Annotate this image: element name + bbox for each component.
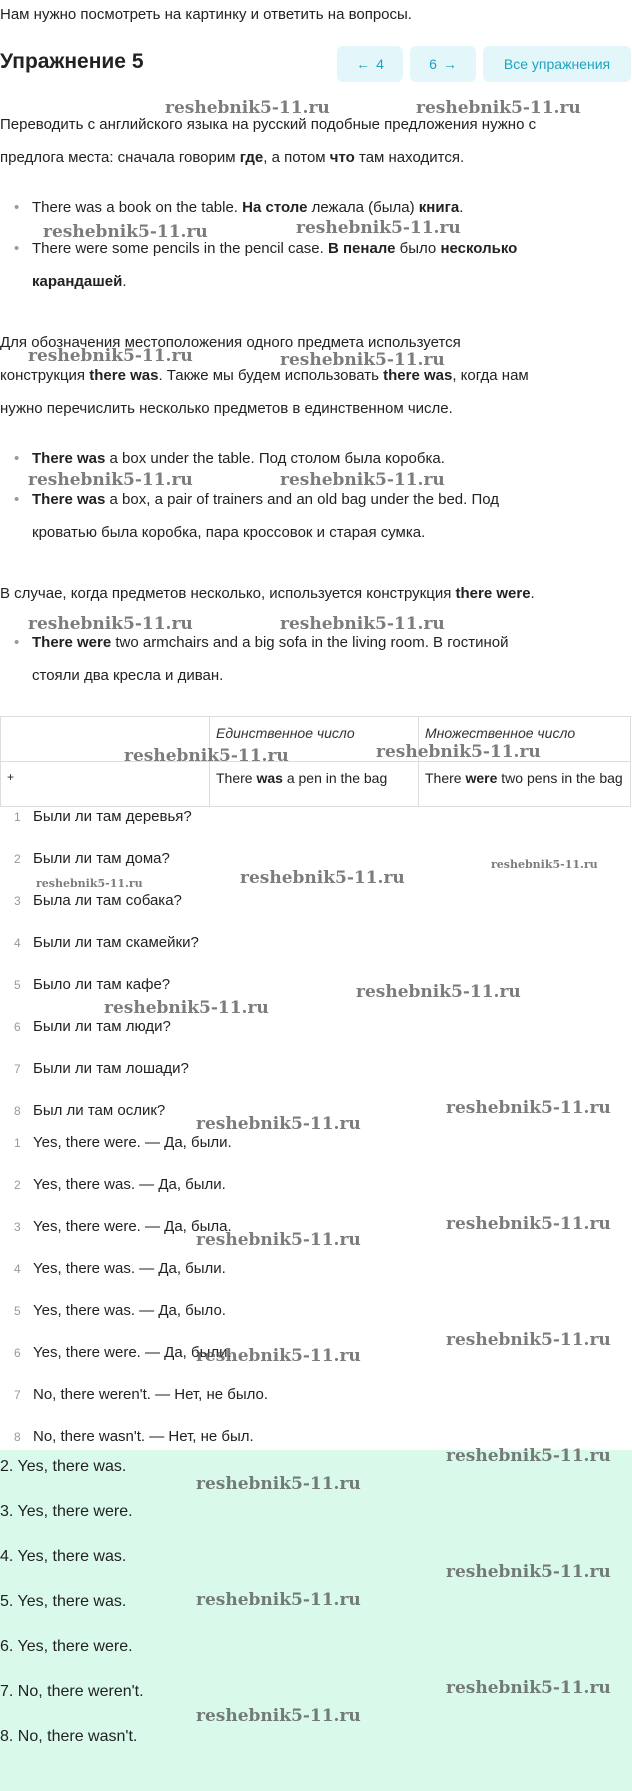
watermark: reshebnik5-11.ru (280, 614, 445, 634)
watermark: reshebnik5-11.ru (240, 868, 405, 888)
watermark: reshebnik5-11.ru (165, 98, 330, 118)
answer-line: 4. Yes, there was. (0, 1548, 127, 1565)
table-header-cell: Единственное число (210, 717, 419, 762)
answer-line: 2. Yes, there was. (0, 1458, 127, 1475)
watermark: reshebnik5-11.ru (280, 350, 445, 370)
next-exercise-label: 6 (429, 56, 437, 72)
watermark: reshebnik5-11.ru (28, 470, 193, 490)
page-title: Упражнение 5 (0, 50, 144, 73)
watermark: reshebnik5-11.ru (356, 982, 521, 1002)
table-cell: There was a pen in the bag (210, 762, 419, 807)
watermark: reshebnik5-11.ru (196, 1346, 361, 1366)
all-exercises-label: Все упражнения (503, 56, 611, 72)
watermark: reshebnik5-11.ru (104, 998, 269, 1018)
theory-paragraph-3: В случае, когда предметов несколько, используется конструкция there were. (0, 585, 535, 602)
list-item: • There was a box under the table. Под столом была коробка. (14, 442, 614, 475)
watermark: reshebnik5-11.ru (124, 746, 289, 766)
prev-exercise-label: 4 (376, 56, 384, 72)
bullet-icon: • (14, 240, 20, 257)
watermark: reshebnik5-11.ru (416, 98, 581, 118)
watermark: reshebnik5-11.ru (196, 1590, 361, 1610)
watermark: reshebnik5-11.ru (446, 1678, 611, 1698)
watermark: reshebnik5-11.ru (446, 1214, 611, 1234)
list-item: • There was a box, a pair of trainers and an old bag under the bed. Под кроватью была коробка, пара кроссовок и старая сумка. (14, 483, 614, 549)
all-exercises-button[interactable] (483, 46, 631, 82)
bullet-icon: • (14, 450, 20, 467)
intro-text: Нам нужно посмотреть на картинку и ответить на вопросы. (0, 6, 412, 23)
watermark: reshebnik5-11.ru (196, 1114, 361, 1134)
list-item: • There were two armchairs and a big sofa in the living room. В гостиной стояли два кресла и диван. (14, 626, 614, 692)
table-row (1, 762, 631, 807)
prev-exercise-button[interactable] (337, 46, 403, 82)
answer-line: 8. No, there wasn't. (0, 1728, 138, 1745)
watermark: reshebnik5-11.ru (376, 742, 541, 762)
bullet-icon: • (14, 199, 20, 216)
bullet-icon: • (14, 491, 20, 508)
watermark: reshebnik5-11.ru (28, 614, 193, 634)
arrow-left-icon: ← (356, 56, 371, 72)
arrow-right-icon: → (442, 56, 457, 72)
answer-line: 7. No, there weren't. (0, 1683, 144, 1700)
watermark: reshebnik5-11.ru (196, 1706, 361, 1726)
watermark: reshebnik5-11.ru (28, 346, 193, 366)
watermark: reshebnik5-11.ru (36, 877, 143, 890)
watermark: reshebnik5-11.ru (491, 858, 598, 871)
theory-paragraph-2: Для обозначения местоположения одного предмета используется конструкция there was. Также мы будем использовать there was, когда нам нужно перечислить несколько предметов в единственном числе. (0, 334, 529, 417)
watermark: reshebnik5-11.ru (446, 1446, 611, 1466)
answer-line: 3. Yes, there were. (0, 1503, 133, 1520)
answer-line: 5. Yes, there was. (0, 1593, 127, 1610)
answer-line: 6. Yes, there were. (0, 1638, 133, 1655)
watermark: reshebnik5-11.ru (196, 1230, 361, 1250)
theory-paragraph-1: Переводить с английского языка на русский подобные предложения нужно с предлога места: сначала говорим где, а потом что там находится. (0, 116, 537, 166)
watermark: reshebnik5-11.ru (196, 1474, 361, 1494)
list-item: • There was a book on the table. На столе лежала (была) книга. (14, 191, 614, 224)
watermark: reshebnik5-11.ru (446, 1562, 611, 1582)
watermark: reshebnik5-11.ru (446, 1098, 611, 1118)
list-item: • There were some pencils in the pencil case. В пенале было несколько карандашей. (14, 232, 614, 298)
watermark: reshebnik5-11.ru (446, 1330, 611, 1350)
table-cell: + (1, 762, 210, 807)
table-cell: There were two pens in the bag (419, 762, 631, 807)
bullet-icon: • (14, 634, 20, 651)
watermark: reshebnik5-11.ru (43, 222, 208, 242)
watermark: reshebnik5-11.ru (296, 218, 461, 238)
watermark: reshebnik5-11.ru (280, 470, 445, 490)
next-exercise-button[interactable] (410, 46, 476, 82)
table-header-cell: Множественное число (419, 717, 631, 762)
